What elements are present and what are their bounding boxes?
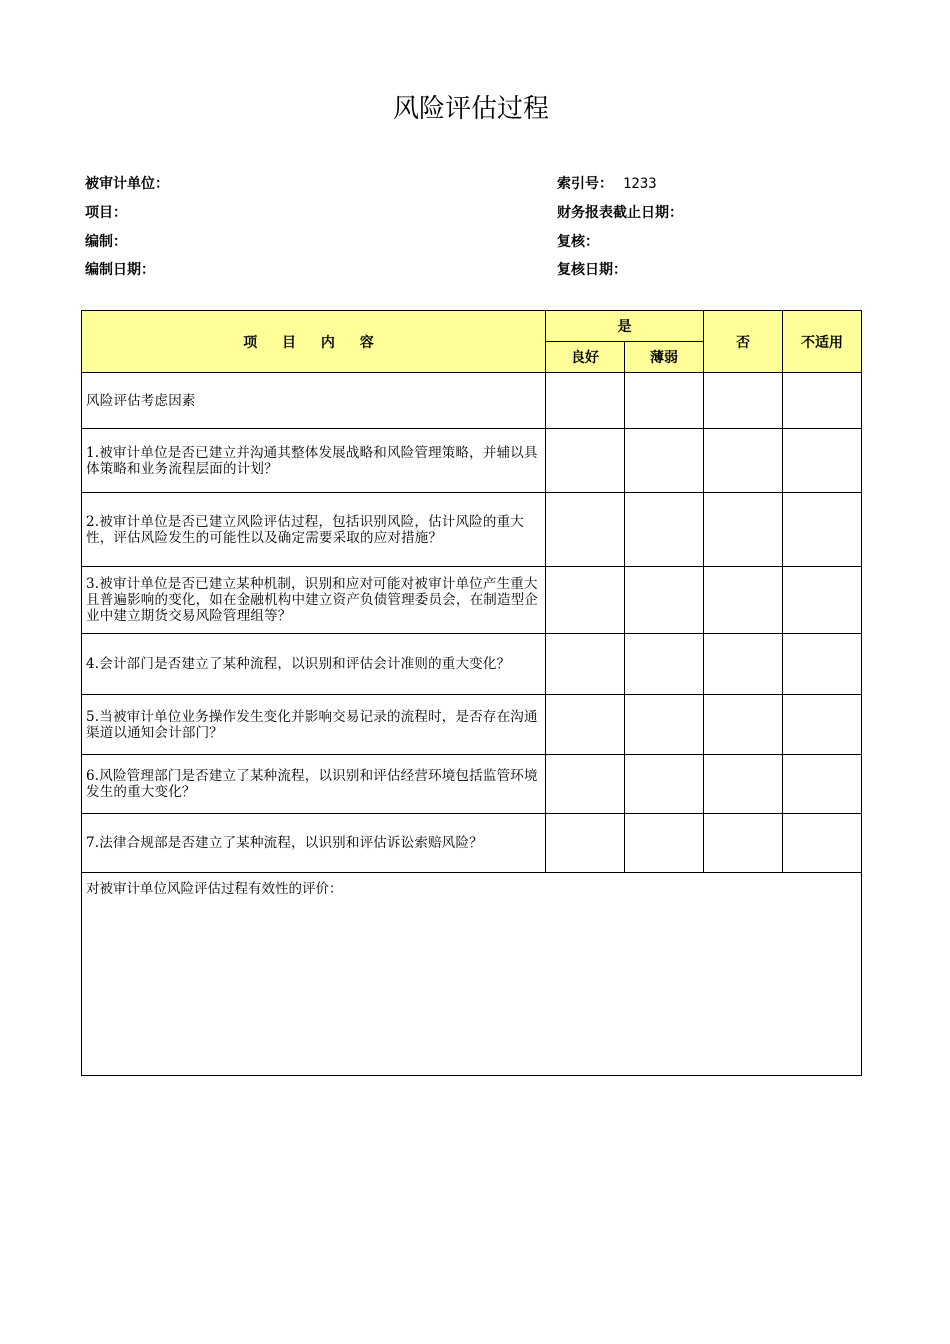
row-text: 2.被审计单位是否已建立风险评估过程，包括识别风险，估计风险的重大性，评估风险发生的可能性以及确定需要采取的应对措施？ <box>82 493 546 567</box>
cell-na[interactable] <box>783 695 862 755</box>
cell-na[interactable] <box>783 634 862 695</box>
index-field <box>557 173 657 193</box>
row-text: 5.当被审计单位业务操作发生变化并影响交易记录的流程时，是否存在沟通渠道以通知会计部门？ <box>82 695 546 755</box>
header-na: 不适用 <box>783 311 862 373</box>
cell-na[interactable] <box>783 814 862 873</box>
cell-good[interactable] <box>546 634 625 695</box>
cell-no[interactable] <box>704 493 783 567</box>
cell-na[interactable] <box>783 493 862 567</box>
project-label: 项目： <box>85 205 127 221</box>
review-label: 复核： <box>557 234 599 250</box>
evaluation-label: 对被审计单位风险评估过程有效性的评价： <box>86 881 343 897</box>
row-text: 3.被审计单位是否已建立某种机制，识别和应对可能对被审计单位产生重大且普遍影响的变化，如在金融机构中建立资产负债管理委员会，在制造型企业中建立期货交易风险管理组等？ <box>82 567 546 634</box>
table-row <box>82 634 862 695</box>
cell-no[interactable] <box>704 634 783 695</box>
cell-good[interactable] <box>546 695 625 755</box>
cell-weak[interactable] <box>625 814 704 873</box>
index-label: 索引号： <box>557 176 613 192</box>
header-weak: 薄弱 <box>625 342 704 373</box>
cell-no[interactable] <box>704 755 783 814</box>
table-row <box>82 695 862 755</box>
header-item: 项 目 内 容 <box>82 311 546 373</box>
cell-no[interactable] <box>704 695 783 755</box>
header-no: 否 <box>704 311 783 373</box>
cell-na[interactable] <box>783 373 862 429</box>
cell-weak[interactable] <box>625 695 704 755</box>
audited-unit-label: 被审计单位： <box>85 176 169 192</box>
index-value: 1233 <box>623 176 657 192</box>
cell-no[interactable] <box>704 373 783 429</box>
table-row <box>82 755 862 814</box>
prepared-label: 编制： <box>85 234 127 250</box>
cell-weak[interactable] <box>625 493 704 567</box>
prepared-date-label: 编制日期： <box>85 262 155 278</box>
table-row <box>82 493 862 567</box>
cell-weak[interactable] <box>625 755 704 814</box>
evaluation-box[interactable] <box>82 873 862 1076</box>
cell-good[interactable] <box>546 814 625 873</box>
page-title: 风险评估过程 <box>392 94 549 124</box>
row-text: 风险评估考虑因素 <box>82 373 546 429</box>
report-date-label: 财务报表截止日期： <box>557 205 683 221</box>
cell-good[interactable] <box>546 567 625 634</box>
cell-weak[interactable] <box>625 373 704 429</box>
cell-na[interactable] <box>783 755 862 814</box>
table-row <box>82 567 862 634</box>
row-text: 6.风险管理部门是否建立了某种流程，以识别和评估经营环境包括监管环境发生的重大变化？ <box>82 755 546 814</box>
cell-weak[interactable] <box>625 429 704 493</box>
cell-good[interactable] <box>546 429 625 493</box>
row-text: 7.法律合规部是否建立了某种流程，以识别和评估诉讼索赔风险？ <box>82 814 546 873</box>
cell-no[interactable] <box>704 814 783 873</box>
review-date-label: 复核日期： <box>557 262 627 278</box>
cell-no[interactable] <box>704 567 783 634</box>
assessment-table <box>81 310 862 1076</box>
cell-good[interactable] <box>546 373 625 429</box>
table-row <box>82 373 862 429</box>
cell-no[interactable] <box>704 429 783 493</box>
cell-weak[interactable] <box>625 634 704 695</box>
table-row <box>82 429 862 493</box>
header-good: 良好 <box>546 342 625 373</box>
cell-good[interactable] <box>546 755 625 814</box>
row-text: 4.会计部门是否建立了某种流程，以识别和评估会计准则的重大变化？ <box>82 634 546 695</box>
row-text: 1.被审计单位是否已建立并沟通其整体发展战略和风险管理策略，并辅以具体策略和业务流程层面的计划？ <box>82 429 546 493</box>
header-yes: 是 <box>546 311 704 342</box>
cell-na[interactable] <box>783 567 862 634</box>
cell-good[interactable] <box>546 493 625 567</box>
cell-weak[interactable] <box>625 567 704 634</box>
cell-na[interactable] <box>783 429 862 493</box>
table-row <box>82 814 862 873</box>
